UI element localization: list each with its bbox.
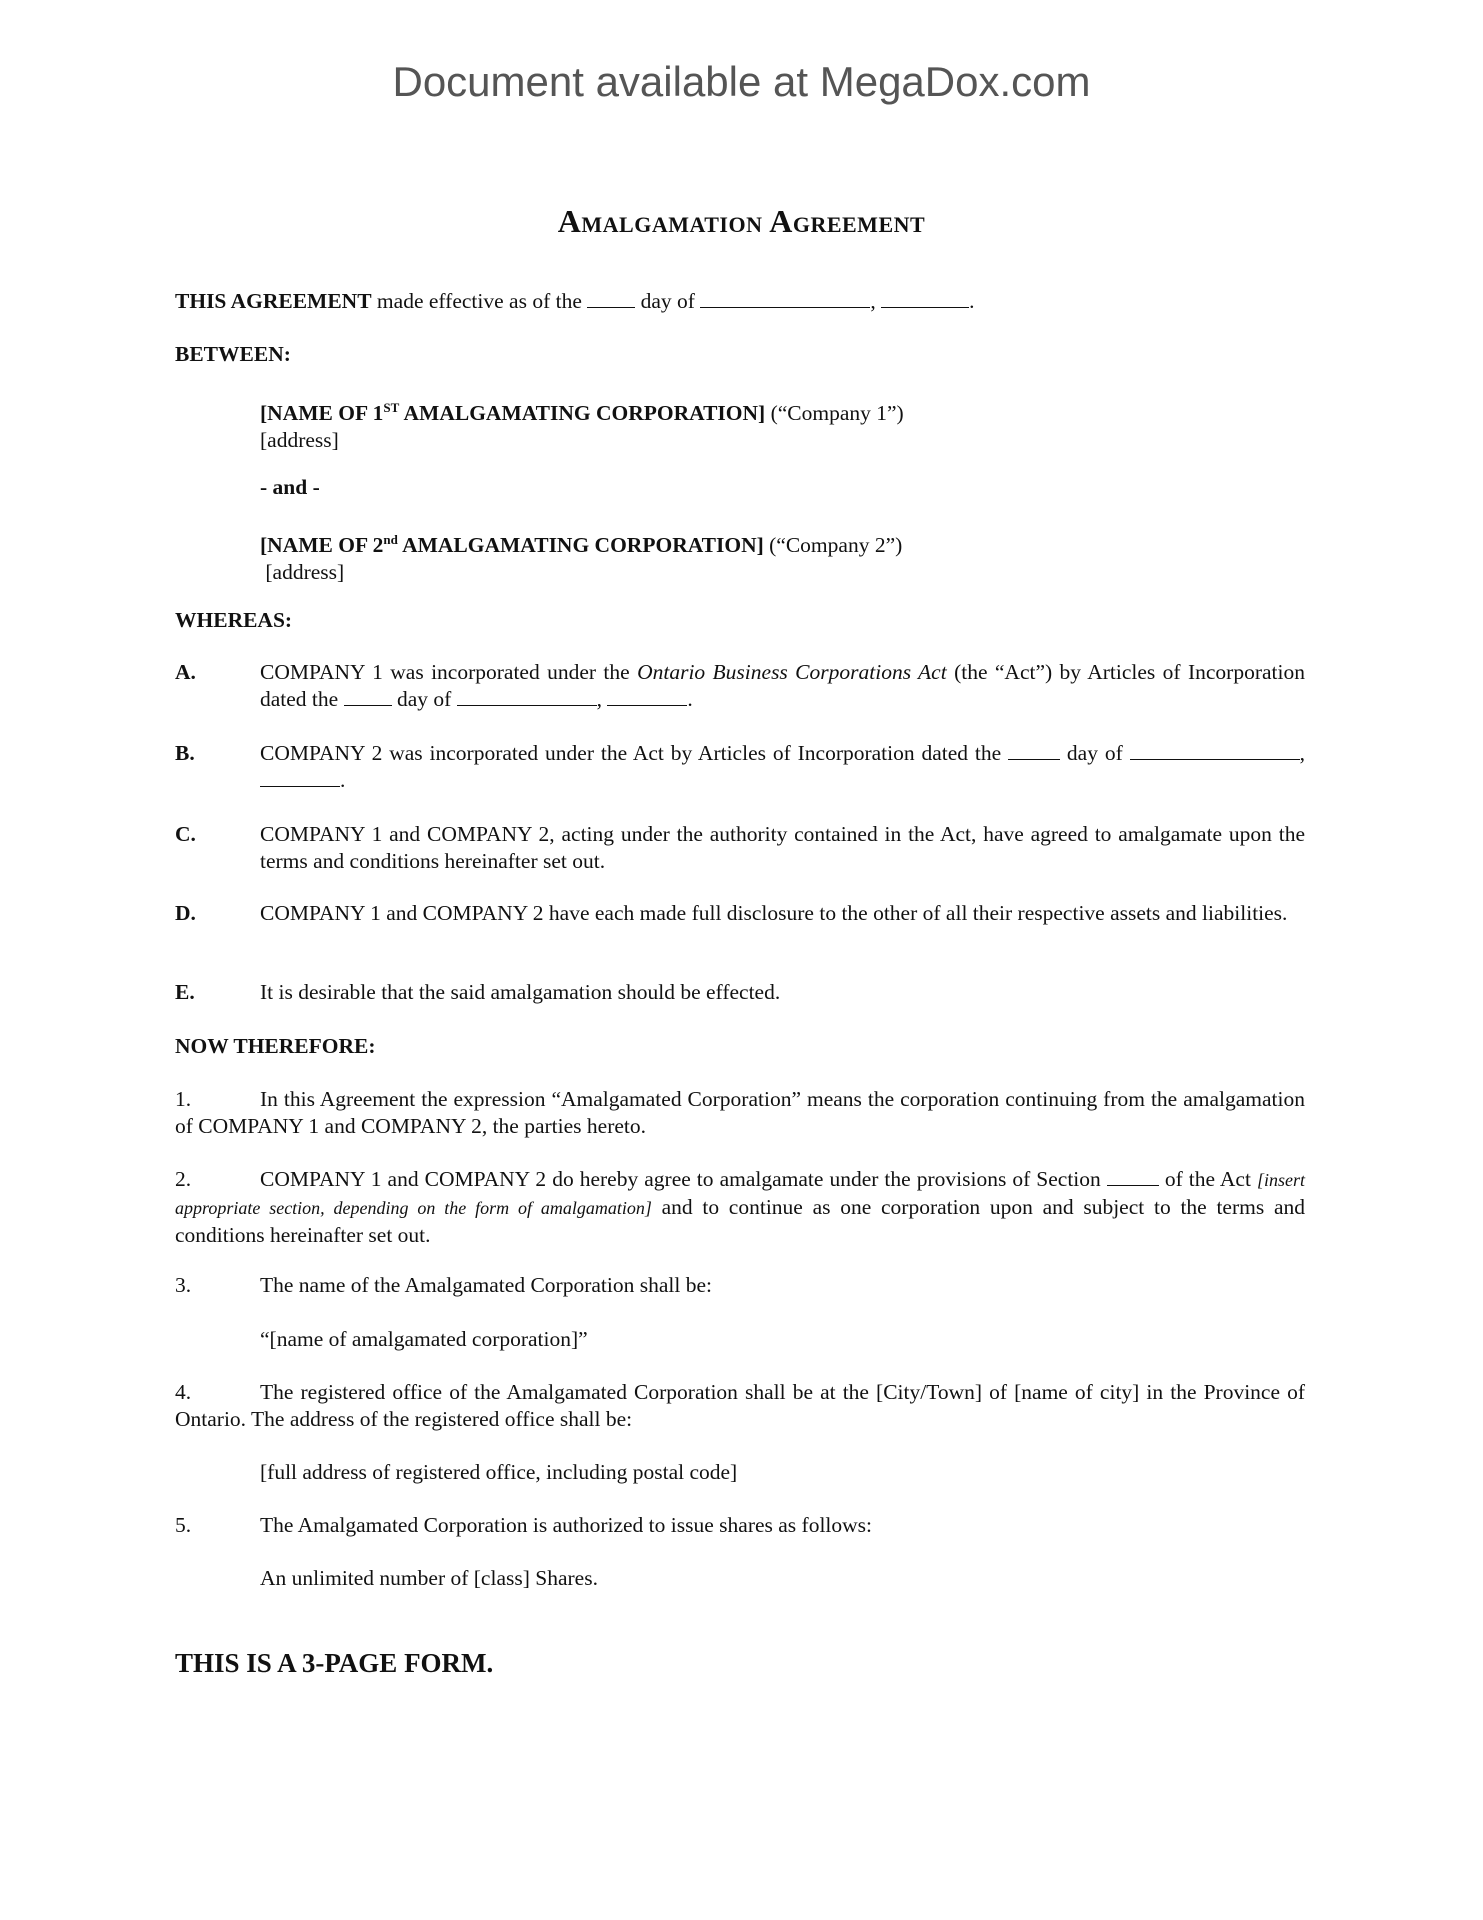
section-blank[interactable]: [1107, 1167, 1159, 1186]
recital-label: D.: [175, 901, 196, 925]
intro-text: ,: [870, 289, 882, 313]
recital-b: [175, 740, 1305, 794]
clause-4-value: [full address of registered office, including postal code]: [260, 1460, 738, 1484]
document-title: Amalgamation Agreement: [557, 203, 926, 239]
clause-1: [175, 1086, 1305, 1140]
drafting-note: [insert appropriate section, depending on the form of amalgamation]: [175, 1170, 1305, 1218]
recital-a: [175, 659, 1305, 713]
party-name: AMALGAMATING CORPORATION]: [399, 401, 766, 426]
day-blank[interactable]: [587, 289, 635, 308]
clause-5: [175, 1512, 1305, 1539]
clause-text: In this Agreement the expression “Amalgamated Corporation” means the corporation continuing from the amalgamation of COMPANY 1 and COMPANY 2, the parties hereto.: [175, 1087, 1305, 1138]
recital-c: [175, 821, 1305, 875]
recital-text: It is desirable that the said amalgamation should be effected.: [260, 980, 781, 1004]
clause-text: The registered office of the Amalgamated Corporation shall be at the [City/Town] of [name of city] in the Province of Ontario. The address of the registered office shall be:: [175, 1380, 1305, 1431]
clause-3: [175, 1272, 1305, 1299]
party-sup: ST: [383, 400, 400, 415]
clause-label: 5.: [175, 1513, 192, 1537]
recital-text: day of: [1060, 741, 1130, 765]
intro-text: .: [969, 289, 975, 313]
year-blank[interactable]: [881, 289, 969, 308]
clause-text: The name of the Amalgamated Corporation shall be:: [260, 1273, 712, 1297]
clause-5-value: An unlimited number of [class] Shares.: [260, 1566, 598, 1590]
recital-text: day of: [391, 687, 457, 711]
day-blank[interactable]: [1008, 741, 1060, 760]
recital-label: C.: [175, 822, 196, 846]
clause-label: 4.: [175, 1380, 192, 1404]
page-count-note: THIS IS A 3-PAGE FORM.: [175, 1648, 494, 1678]
year-blank[interactable]: [260, 768, 340, 787]
clause-text: of the Act: [1158, 1167, 1257, 1191]
megadox-banner: Document available at MegaDox.com: [392, 58, 1091, 105]
party-name: [NAME OF 1: [260, 401, 384, 426]
month-blank[interactable]: [457, 687, 597, 706]
recital-text: ,: [596, 687, 608, 711]
clause-label: 3.: [175, 1273, 192, 1297]
party-sup: nd: [383, 532, 398, 547]
party-name: AMALGAMATING CORPORATION]: [397, 533, 764, 558]
whereas-heading: WHEREAS:: [175, 608, 293, 632]
recital-text: COMPANY 1 was incorporated under the: [260, 660, 638, 684]
between-heading: BETWEEN:: [175, 342, 291, 366]
intro-text: day of: [635, 289, 701, 313]
day-blank[interactable]: [344, 687, 392, 706]
recital-d: [175, 900, 1305, 927]
recital-label: B.: [175, 741, 195, 765]
month-blank[interactable]: [1130, 741, 1300, 760]
recital-text: .: [340, 768, 346, 792]
recital-label: E.: [175, 980, 195, 1004]
intro-bold: THIS AGREEMENT: [175, 289, 372, 313]
party-name: [NAME OF 2: [260, 533, 384, 558]
clause-label: 2.: [175, 1167, 192, 1191]
clause-text: The Amalgamated Corporation is authorized to issue shares as follows:: [260, 1513, 873, 1537]
recital-label: A.: [175, 660, 196, 684]
recital-text: COMPANY 1 and COMPANY 2 have each made full disclosure to the other of all their respective assets and liabilities.: [260, 901, 1288, 925]
recital-text: COMPANY 1 and COMPANY 2, acting under the authority contained in the Act, have agreed to amalgamate upon the terms and conditions hereinafter set out.: [260, 822, 1305, 873]
month-blank[interactable]: [700, 289, 870, 308]
party-2: [260, 526, 1305, 586]
party-alias: (“Company 1”): [765, 401, 904, 426]
recital-text: (the “Act”) by Articles of Incorporation dated the: [260, 660, 1305, 711]
year-blank[interactable]: [607, 687, 687, 706]
clause-2: [175, 1166, 1305, 1249]
clause-text: and to continue as one corporation upon and subject to the terms and conditions hereinafter set out.: [175, 1195, 1305, 1247]
clause-4: [175, 1379, 1305, 1433]
act-name: Ontario Business Corporations Act: [637, 660, 947, 684]
recital-e: [175, 979, 1305, 1006]
clause-3-value: “[name of amalgamated corporation]”: [260, 1327, 588, 1351]
now-therefore-heading: NOW THEREFORE:: [175, 1034, 376, 1058]
intro-paragraph: [175, 288, 1305, 315]
recital-text: COMPANY 2 was incorporated under the Act by Articles of Incorporation dated the: [260, 741, 1009, 765]
clause-label: 1.: [175, 1087, 192, 1111]
party-address: [address]: [265, 560, 345, 585]
clause-text: COMPANY 1 and COMPANY 2 do hereby agree to amalgamate under the provisions of Section: [260, 1167, 1107, 1191]
party-address: [address]: [260, 428, 339, 453]
party-alias: (“Company 2”): [763, 533, 903, 558]
and-separator: - and -: [260, 475, 320, 499]
party-1: [260, 394, 1305, 454]
recital-text: .: [687, 687, 693, 711]
intro-text: made effective as of the: [371, 289, 588, 313]
recital-text: ,: [1299, 741, 1305, 765]
